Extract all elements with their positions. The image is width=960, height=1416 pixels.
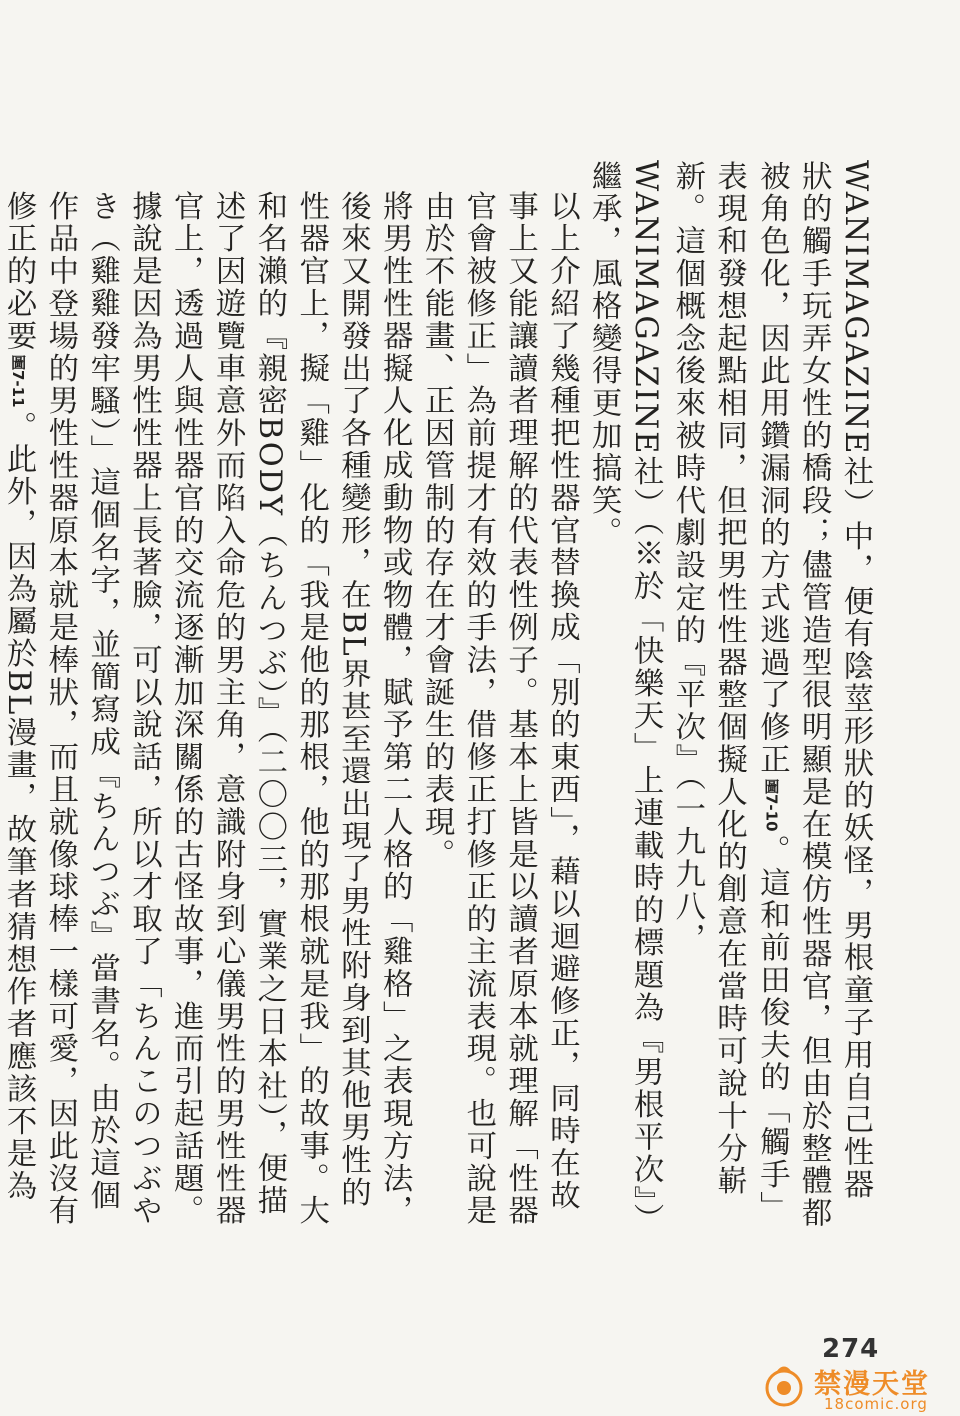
watermark-url: 18comic.org [824,1395,928,1413]
figure-reference: 圖7-10 [762,778,781,832]
paragraph-text: 將男性性器擬人化成動物或物體，賦予第二人格的「雞格」之表現方法，後來又開發出了各種變形，在BL界甚至還出現了男性附身到其他男性的性器官上，擬「雞」化的「我是他的那根，他的那根就是我」的故事。大和名瀨的『親密BODY（ちんつぶ）』（二〇〇三，實業之日本社），便描述了因遊覽車意外而陷入命危的男主角，意識附身到心儀男性的男性性器官上，透過人與性器官的交流逐漸加深關係的古怪故事，進而引起話題。據說是因為男性性器上長著臉，可以說話，所以才取了「ちんこのつぶやき（雞雞發牢騷）」這個名字，並簡寫成『ちんつぶ』當書名。由於這個作品中登場的男性性器原本就是棒狀，而且就像球棒一樣可愛，因此沒有修正的必要 [1,190,413,1228]
paragraph [0,160,415,1230]
page-number: 274 [822,1334,880,1364]
paragraph-text: 以上介紹了幾種把性器官替換成「別的東西」，藉以迴避修正，同時在故事上又能讓讀者理解的代表性例子。基本上皆是以讀者原本就理解「性器官會被修正」為前提才有效的手法，借修正打修正的主流表現。也可說是由於不能畫、正因管制的存在才會誕生的表現。 [419,190,580,1228]
paragraph-text: WANIMAGAZINE社）中，便有陰莖形狀的妖怪，男根童子用自己性器狀的觸手玩弄女性的橋段；儘管造型很明顯是在模仿性器官，但由於整體都被角色化，因此用鑽漏洞的方式逃過了修正 [754,160,873,1230]
paragraph [415,160,582,1230]
watermark-title: 禁漫天堂 [814,1369,930,1400]
watermark-logo-icon [762,1364,806,1408]
figure-reference: 圖7-11 [9,355,28,408]
paragraph [582,160,876,1230]
site-watermark [756,1362,946,1416]
paragraph-text: 。此外，因為屬於BL漫畫，故筆者猜想作者應該不是為 [1,410,37,1203]
vertical-text-body [1,160,876,1230]
paragraph-text: 。這和前田俊夫的「觸手」表現和發想起點相同，但把男性性器整個擬人化的創意在當時可說十分嶄新。這個概念後來被時代劇設定的『平次』（一九九八，WANIMAGAZINE社）（※於「快樂天」上連載時的標題為『男根平次』）繼承，風格變得更加搞笑。 [586,160,790,1223]
